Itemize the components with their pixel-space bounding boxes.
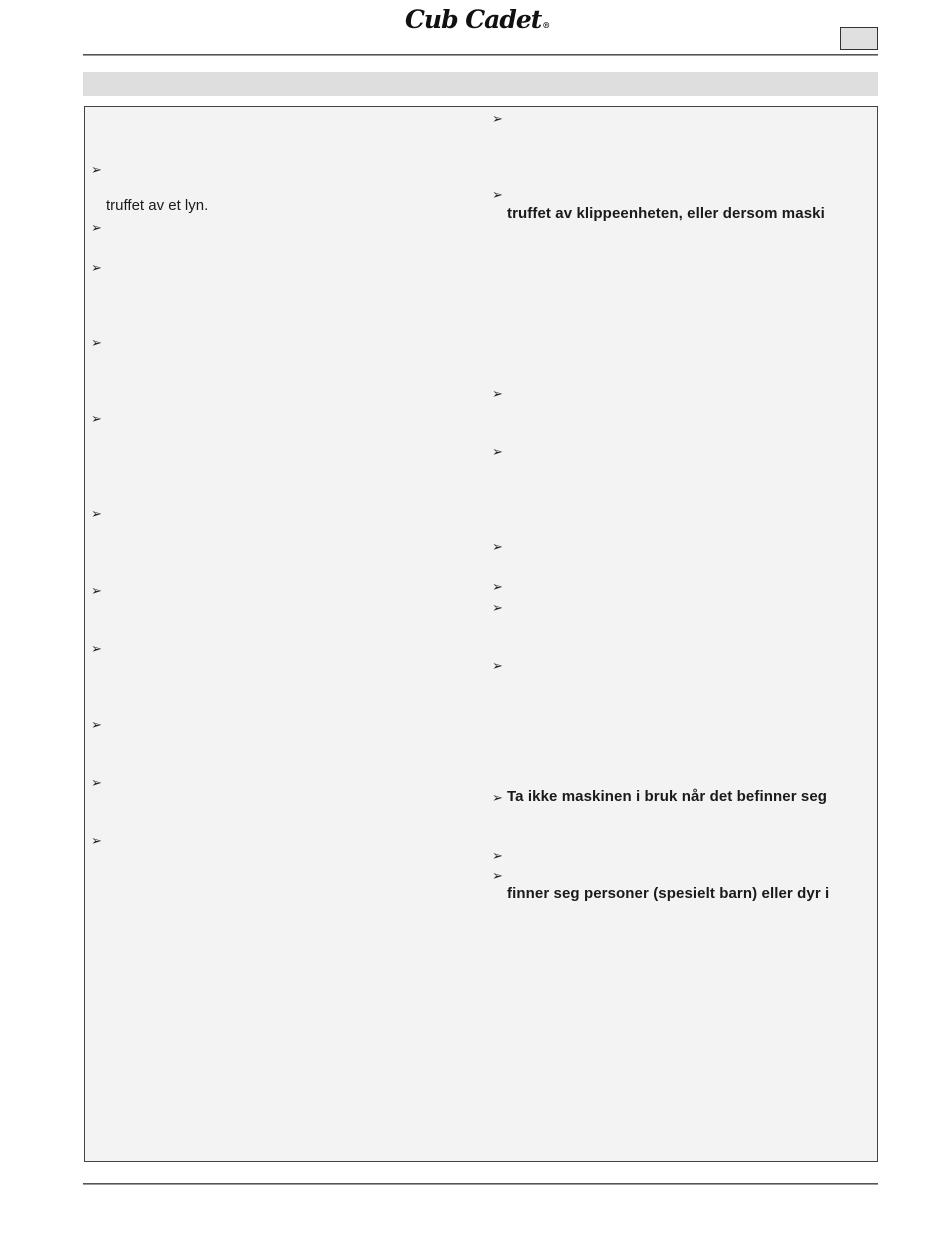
- logo-text: Cub Cadet: [405, 5, 542, 34]
- arrowhead-bullet-icon: ➢: [492, 848, 503, 863]
- arrowhead-bullet-icon: ➢: [91, 162, 102, 177]
- header-rule: [83, 54, 878, 56]
- arrowhead-bullet-icon: ➢: [492, 790, 503, 805]
- content-panel: [84, 106, 878, 1162]
- arrowhead-bullet-icon: ➢: [492, 444, 503, 459]
- brand-logo: [405, 5, 577, 35]
- arrowhead-bullet-icon: ➢: [492, 539, 503, 554]
- arrowhead-bullet-icon: ➢: [492, 658, 503, 673]
- arrowhead-bullet-icon: ➢: [91, 220, 102, 235]
- arrowhead-bullet-icon: ➢: [91, 641, 102, 656]
- footer-rule: [83, 1183, 878, 1185]
- arrowhead-bullet-icon: ➢: [91, 506, 102, 521]
- arrowhead-bullet-icon: ➢: [91, 833, 102, 848]
- arrowhead-bullet-icon: ➢: [91, 260, 102, 275]
- arrowhead-bullet-icon: ➢: [492, 111, 503, 126]
- arrowhead-bullet-icon: ➢: [91, 335, 102, 350]
- arrowhead-bullet-icon: ➢: [492, 600, 503, 615]
- arrowhead-bullet-icon: ➢: [91, 717, 102, 732]
- arrowhead-bullet-icon: ➢: [492, 868, 503, 883]
- registered-mark: ®: [542, 20, 551, 30]
- right-text-3: finner seg personer (spesielt barn) eller dyr i: [507, 885, 830, 902]
- page-number-box: [840, 27, 878, 50]
- right-text-2: Ta ikke maskinen i bruk når det befinner seg: [507, 788, 828, 805]
- arrowhead-bullet-icon: ➢: [91, 411, 102, 426]
- arrowhead-bullet-icon: ➢: [91, 583, 102, 598]
- left-text-1: truffet av et lyn.: [106, 197, 209, 214]
- arrowhead-bullet-icon: ➢: [91, 775, 102, 790]
- arrowhead-bullet-icon: ➢: [492, 386, 503, 401]
- right-text-1: truffet av klippeenheten, eller dersom maski: [507, 205, 825, 222]
- arrowhead-bullet-icon: ➢: [492, 187, 503, 202]
- arrowhead-bullet-icon: ➢: [492, 579, 503, 594]
- section-title-band: [83, 72, 878, 96]
